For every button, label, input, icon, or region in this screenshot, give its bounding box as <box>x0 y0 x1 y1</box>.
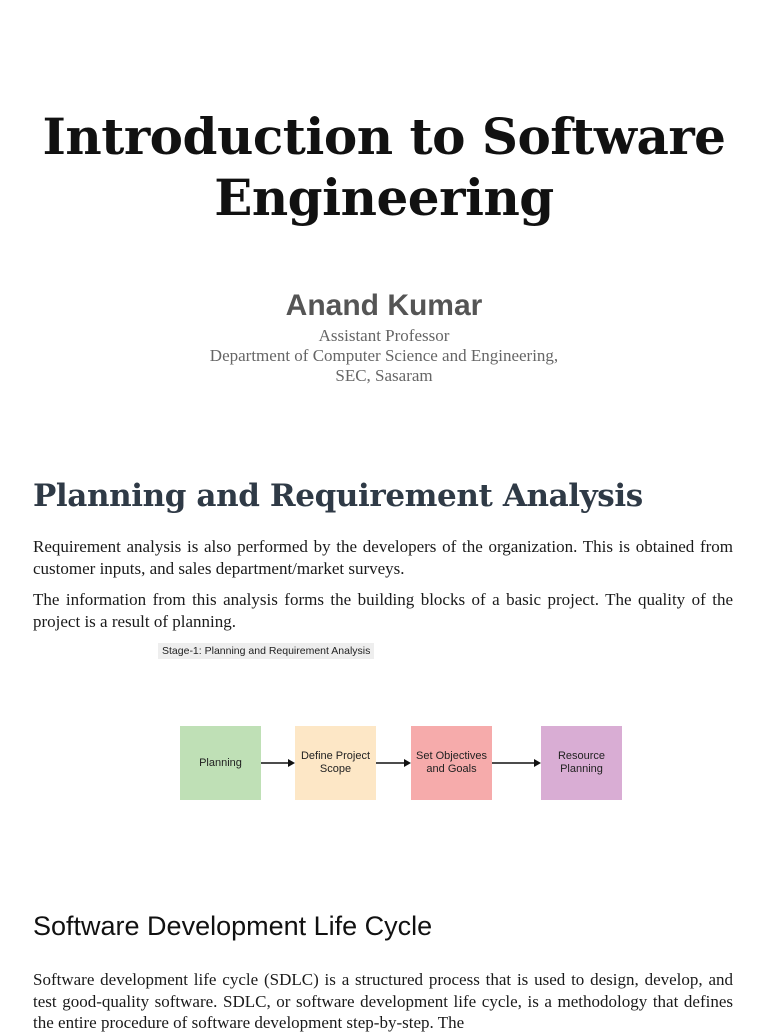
section-heading-sdlc: Software Development Life Cycle <box>33 911 433 941</box>
step-define-scope-box <box>295 726 376 800</box>
author-name: Anand Kumar <box>285 289 483 322</box>
step-label: Resource Planning <box>557 750 606 775</box>
step-resource-planning-box <box>541 726 622 800</box>
paragraph-planning-quality: The information from this analysis forms the building blocks of a basic project. The quality of the project is a result of planning. <box>33 590 733 631</box>
paragraph-requirement-analysis: Requirement analysis is also performed by the developers of the organization. This is obtained from customer inputs, and sales department/market surveys. <box>33 537 733 578</box>
section-heading-planning: Planning and Requirement Analysis <box>33 478 643 514</box>
diagram-stage-label: Stage-1: Planning and Requirement Analysis <box>158 643 374 659</box>
step-planning-box <box>180 726 261 800</box>
title-line-2: Engineering <box>214 168 554 227</box>
arrow-right-icon <box>261 755 295 771</box>
step-label: Set Objectives and Goals <box>416 750 487 775</box>
arrow-right-icon <box>376 755 411 771</box>
arrow-right-icon <box>492 755 541 771</box>
step-label: Planning <box>199 756 242 769</box>
step-objectives-box <box>411 726 492 800</box>
step-label: Define Project Scope <box>300 750 371 775</box>
document-title <box>0 106 768 228</box>
title-line-1: Introduction to Software <box>42 107 726 166</box>
author-role: Assistant Professor <box>318 326 450 345</box>
author-department: Department of Computer Science and Engineering, <box>209 346 559 365</box>
author-institution: SEC, Sasaram <box>335 366 433 385</box>
paragraph-sdlc: Software development life cycle (SDLC) is a structured process that is used to design, develop, and test good-quality software. SDLC, or software development life cycle, is a methodology that defines the entire procedure of software development step-by-step. The <box>33 970 733 1032</box>
